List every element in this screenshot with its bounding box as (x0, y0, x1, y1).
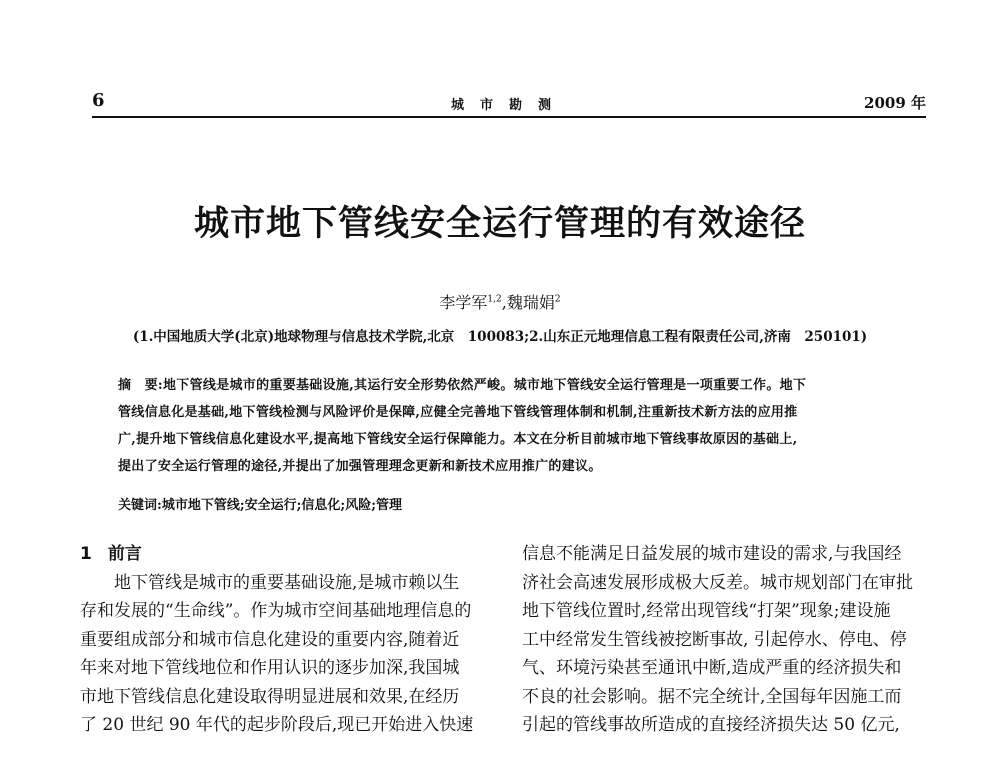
page-header (92, 90, 926, 118)
abstract-text: 地下管线是城市的重要基础设施,其运行安全形势依然严峻。城市地下管线安全运行管理是一项重要工作。地下 (163, 378, 807, 393)
journal-name: 城市勘测 (450, 98, 567, 113)
keywords-text: 城市地下管线;安全运行;信息化;风险;管理 (161, 498, 403, 513)
body-column-left (80, 540, 492, 740)
body-line: 地下管线是城市的重要基础设施,是城市赖以生 (114, 572, 460, 593)
body-line: 年来对地下管线地位和作用认识的逐步加深,我国城 (80, 658, 460, 678)
keywords-label: 关键词: (118, 498, 162, 513)
author-separator: , (501, 293, 507, 312)
body-line: 了 20 世纪 90 年代的起步阶段后,现已开始进入快速 (80, 715, 474, 735)
body-line: 引起的管线事故所造成的直接经济损失达 50 亿元, (522, 715, 900, 735)
section-title: 前言 (107, 544, 142, 564)
author-affiliation-mark: 1,2 (487, 294, 502, 305)
abstract-line: 提出了安全运行管理的途径,并提出了加强管理理念更新和新技术应用推广的建议。 (118, 459, 602, 474)
page-number: 6 (92, 90, 105, 111)
body-line: 不良的社会影响。据不完全统计,全国每年因施工而 (522, 686, 902, 707)
body-line: 工中经常发生管线被挖断事故, 引起停水、停电、停 (522, 629, 907, 650)
abstract-line: 广,提升地下管线信息化建设水平,提高地下管线安全运行保障能力。本文在分析目前城市地下管线事故原因的基础上, (118, 432, 798, 447)
author-name: 魏瑞娟 (506, 293, 555, 312)
journal-year: 2009 年 (864, 94, 926, 112)
author-list (0, 290, 1000, 313)
abstract-label: 摘 要: (118, 378, 163, 393)
body-column-right (522, 540, 932, 740)
body-line: 信息不能满足日益发展的城市建设的需求,与我国经 (522, 544, 902, 564)
body-line: 市地下管线信息化建设取得明显进展和效果,在经历 (80, 686, 460, 707)
abstract (118, 372, 918, 480)
body-line: 气、环境污染甚至通讯中断,造成严重的经济损失和 (522, 658, 902, 678)
body-line: 重要组成部分和城市信息化建设的重要内容,随着近 (80, 629, 460, 650)
body-line: 地下管线位置时,经常出现管线“打架”现象;建设施 (522, 601, 891, 621)
section-number: 1 (80, 544, 92, 564)
body-line: 济社会高速发展形成极大反差。城市规划部门在审批 (522, 572, 913, 593)
paper-title: 城市地下管线安全运行管理的有效途径 (193, 203, 806, 244)
abstract-line (118, 372, 918, 399)
abstract-line: 管线信息化是基础,地下管线检测与风险评价是保障,应健全完善地下管线管理体制和机制,注重新技术新方法的应用推 (118, 405, 798, 420)
keywords (118, 494, 402, 513)
body-line: 存和发展的“生命线”。作为城市空间基础地理信息的 (80, 601, 472, 621)
affiliation: (1.中国地质大学(北京)地球物理与信息技术学院,北京 100083;2.山东正元地理信息工程有限责任公司,济南 250101) (132, 329, 868, 345)
section-heading (80, 540, 492, 569)
author-name: 李学军 (439, 293, 488, 312)
author-affiliation-mark: 2 (554, 294, 561, 305)
